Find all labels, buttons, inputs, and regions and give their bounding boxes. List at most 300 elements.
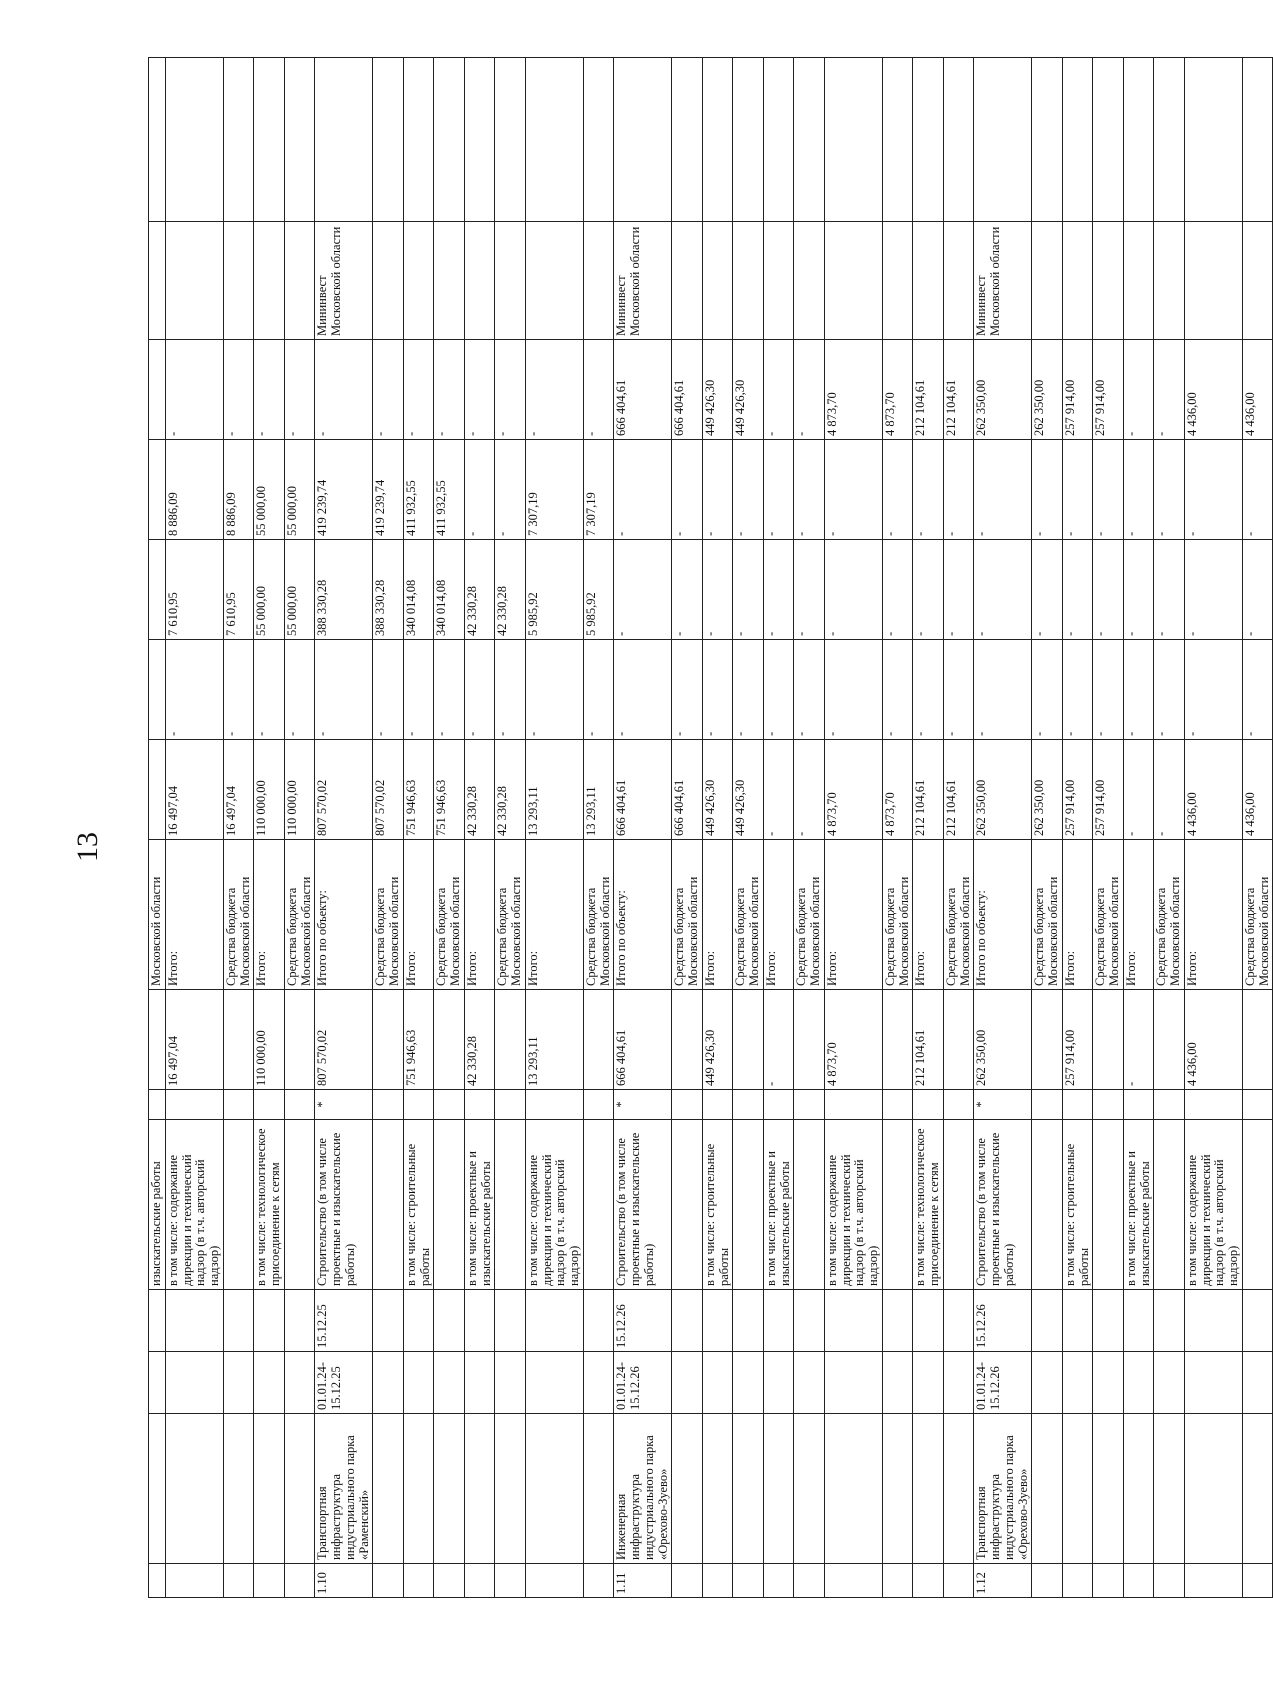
cell-responsible: Мининвест Московской области xyxy=(614,222,672,340)
cell-amount-2023: - xyxy=(1154,640,1185,740)
cell-row-number xyxy=(763,1564,794,1598)
cell-completion-date xyxy=(165,1290,223,1352)
table-row xyxy=(165,58,223,1598)
cell-amount-2024: - xyxy=(913,540,944,640)
cell-marker xyxy=(1062,1090,1093,1120)
cell-row-number xyxy=(495,1564,526,1598)
cell-amount-total: 42 330,28 xyxy=(464,740,495,840)
cell-completion-date xyxy=(373,1290,404,1352)
cell-period xyxy=(1154,1352,1185,1414)
cell-row-number xyxy=(943,1564,974,1598)
cell-amount-2026: - xyxy=(315,340,373,440)
cell-amount-total: 4 873,70 xyxy=(824,740,882,840)
cell-amount-2024: - xyxy=(1184,540,1242,640)
cell-total-cost: 13 293,11 xyxy=(525,990,583,1090)
cell-row-number xyxy=(284,1564,315,1598)
cell-funding-source: Итого: xyxy=(464,840,495,990)
cell-amount-2024: 5 985,92 xyxy=(583,540,614,640)
cell-total-cost: - xyxy=(763,990,794,1090)
cell-amount-total: 807 570,02 xyxy=(373,740,404,840)
cell-amount-2023: - xyxy=(583,640,614,740)
cell-work-type xyxy=(583,1120,614,1290)
cell-responsible xyxy=(733,222,764,340)
cell-amount-2026: - xyxy=(284,340,315,440)
cell-amount-2025: - xyxy=(672,440,703,540)
cell-amount-2023: - xyxy=(794,640,825,740)
cell-amount-2024: - xyxy=(1032,540,1063,640)
cell-completion-date xyxy=(733,1290,764,1352)
cell-responsible xyxy=(464,222,495,340)
cell-work-type xyxy=(495,1120,526,1290)
cell-funding-source: Итого по объекту: xyxy=(974,840,1032,990)
cell-period xyxy=(1123,1352,1154,1414)
cell-total-cost xyxy=(373,990,404,1090)
cell-amount-2026: - xyxy=(464,340,495,440)
cell-amount-2026: 262 350,00 xyxy=(974,340,1032,440)
cell-object-name xyxy=(733,1414,764,1564)
cell-amount-total: 13 293,11 xyxy=(583,740,614,840)
cell-amount-total: 110 000,00 xyxy=(254,740,285,840)
cell-marker xyxy=(1154,1090,1185,1120)
cell-amount-2024: 7 610,95 xyxy=(223,540,254,640)
cell-amount-2024: - xyxy=(763,540,794,640)
cell-period xyxy=(403,1352,434,1414)
cell-amount-2025: - xyxy=(882,440,913,540)
cell-period xyxy=(583,1352,614,1414)
cell-amount-2023: - xyxy=(974,640,1032,740)
cell-work-type: в том числе: проектные и изыскательские работы xyxy=(763,1120,794,1290)
cell-object-name xyxy=(1184,1414,1242,1564)
cell-row-number: 1.11 xyxy=(614,1564,672,1598)
cell-funding-source: Итого: xyxy=(1184,840,1242,990)
cell-period xyxy=(702,1352,733,1414)
cell-completion-date xyxy=(284,1290,315,1352)
cell-marker xyxy=(943,1090,974,1120)
cell-empty xyxy=(165,58,223,222)
cell-object-name: Инженерная инфраструктура индустриального парка «Орехово-Зуево» xyxy=(614,1414,672,1564)
table-row xyxy=(614,58,672,1598)
cell-amount-2024: 42 330,28 xyxy=(495,540,526,640)
cell-empty xyxy=(1032,58,1063,222)
cell-work-type xyxy=(434,1120,465,1290)
cell-amount-2023: - xyxy=(495,640,526,740)
cell-row-number xyxy=(464,1564,495,1598)
cell-funding-source: Средства бюджета Московской области xyxy=(223,840,254,990)
cell-marker xyxy=(495,1090,526,1120)
cell-marker: * xyxy=(614,1090,672,1120)
cell-responsible xyxy=(254,222,285,340)
cell-amount-2023: - xyxy=(373,640,404,740)
cell-amount-2024: - xyxy=(672,540,703,640)
cell-amount-2023: - xyxy=(254,640,285,740)
cell-marker xyxy=(702,1090,733,1120)
cell-work-type xyxy=(373,1120,404,1290)
cell-amount-2024: 340 014,08 xyxy=(403,540,434,640)
cell-marker: * xyxy=(974,1090,1032,1120)
cell-amount-2026: 212 104,61 xyxy=(913,340,944,440)
table-row xyxy=(1184,58,1242,1598)
cell-amount-2025: 419 239,74 xyxy=(373,440,404,540)
cell-amount-2025: 8 886,09 xyxy=(223,440,254,540)
cell-row-number xyxy=(403,1564,434,1598)
cell-amount-2026: - xyxy=(223,340,254,440)
cell-completion-date: 15.12.25 xyxy=(315,1290,373,1352)
cell-period xyxy=(794,1352,825,1414)
cell-amount-2026: - xyxy=(1123,340,1154,440)
cell-responsible xyxy=(763,222,794,340)
cell-amount-total: 751 946,63 xyxy=(434,740,465,840)
cell-total-cost: 42 330,28 xyxy=(464,990,495,1090)
cell-row-number xyxy=(223,1564,254,1598)
cell-amount-2024: - xyxy=(882,540,913,640)
cell-total-cost xyxy=(1154,990,1185,1090)
cell-empty xyxy=(525,58,583,222)
cell-period xyxy=(943,1352,974,1414)
cell-responsible xyxy=(794,222,825,340)
cell-empty xyxy=(373,58,404,222)
cell-amount-2025: - xyxy=(974,440,1032,540)
cell-total-cost: 4 436,00 xyxy=(1184,990,1242,1090)
cell-marker xyxy=(913,1090,944,1120)
cell-amount-2023: - xyxy=(913,640,944,740)
cell-amount-2026: 449 426,30 xyxy=(702,340,733,440)
cell-total-cost xyxy=(1242,990,1273,1090)
cell-period: 01.01.24-15.12.26 xyxy=(614,1352,672,1414)
cell-amount-2025: 411 932,55 xyxy=(434,440,465,540)
cell-row-number xyxy=(672,1564,703,1598)
cell-amount-2026: 4 873,70 xyxy=(882,340,913,440)
cell-row-number xyxy=(373,1564,404,1598)
cell-completion-date xyxy=(254,1290,285,1352)
cell-marker xyxy=(1184,1090,1242,1120)
cell-amount-2026: - xyxy=(583,340,614,440)
cell-amount-2025: 55 000,00 xyxy=(284,440,315,540)
cell-period: 01.01.24-15.12.25 xyxy=(315,1352,373,1414)
cell-amount-2025: - xyxy=(614,440,672,540)
cell-period xyxy=(1093,1352,1124,1414)
cell-amount-2025: - xyxy=(1032,440,1063,540)
cell-completion-date: 15.12.26 xyxy=(974,1290,1032,1352)
cell-marker xyxy=(223,1090,254,1120)
cell-period xyxy=(464,1352,495,1414)
table-row xyxy=(525,58,583,1598)
cell-amount-2026: - xyxy=(1154,340,1185,440)
cell-amount-2026: - xyxy=(434,340,465,440)
cell-amount-total: 13 293,11 xyxy=(525,740,583,840)
cell-marker xyxy=(254,1090,285,1120)
cell-work-type: в том числе: строительные работы xyxy=(1062,1120,1093,1290)
cell-empty xyxy=(943,58,974,222)
cell-empty xyxy=(464,58,495,222)
cell-funding-source: Средства бюджета Московской области xyxy=(284,840,315,990)
cell-empty xyxy=(1184,58,1242,222)
cell-completion-date xyxy=(583,1290,614,1352)
cell-amount-2025: - xyxy=(733,440,764,540)
cell-row-number xyxy=(824,1564,882,1598)
cell-row-number xyxy=(583,1564,614,1598)
cell-amount-2023: - xyxy=(702,640,733,740)
table-body xyxy=(149,58,1273,1598)
cell-marker xyxy=(464,1090,495,1120)
cell-work-type xyxy=(284,1120,315,1290)
cell-period xyxy=(1242,1352,1273,1414)
cell-completion-date xyxy=(223,1290,254,1352)
cell-object-name xyxy=(1093,1414,1124,1564)
cell-marker xyxy=(373,1090,404,1120)
cell-responsible xyxy=(702,222,733,340)
cell-funding-source: Средства бюджета Московской области xyxy=(672,840,703,990)
table-row xyxy=(315,58,373,1598)
cell-total-cost xyxy=(583,990,614,1090)
table-row xyxy=(824,58,882,1598)
top-fragment-source: Московской области xyxy=(149,840,166,990)
cell-period xyxy=(824,1352,882,1414)
cell-object-name xyxy=(882,1414,913,1564)
cell-responsible xyxy=(1184,222,1242,340)
cell-amount-2023: - xyxy=(1093,640,1124,740)
cell-amount-2026: 449 426,30 xyxy=(733,340,764,440)
cell-amount-2025: - xyxy=(702,440,733,540)
cell-amount-total: 16 497,04 xyxy=(165,740,223,840)
cell-row-number xyxy=(1184,1564,1242,1598)
cell-amount-2025: - xyxy=(1184,440,1242,540)
cell-row-number xyxy=(1242,1564,1273,1598)
cell-empty xyxy=(733,58,764,222)
cell-marker xyxy=(1242,1090,1273,1120)
cell-amount-2023: - xyxy=(733,640,764,740)
cell-responsible xyxy=(165,222,223,340)
table-row xyxy=(702,58,733,1598)
rotated-table-container xyxy=(148,58,1271,1598)
cell-object-name xyxy=(763,1414,794,1564)
cell-empty xyxy=(702,58,733,222)
cell-object-name xyxy=(284,1414,315,1564)
cell-amount-2025: - xyxy=(794,440,825,540)
cell-total-cost xyxy=(672,990,703,1090)
cell-responsible xyxy=(284,222,315,340)
cell-total-cost xyxy=(495,990,526,1090)
cell-responsible xyxy=(583,222,614,340)
cell-total-cost: - xyxy=(1123,990,1154,1090)
cell-total-cost: 449 426,30 xyxy=(702,990,733,1090)
cell-amount-2025: - xyxy=(1154,440,1185,540)
cell-row-number xyxy=(733,1564,764,1598)
cell-work-type xyxy=(794,1120,825,1290)
cell-work-type: в том числе: проектные и изыскательские работы xyxy=(1123,1120,1154,1290)
cell-work-type xyxy=(1032,1120,1063,1290)
cell-amount-2023: - xyxy=(614,640,672,740)
cell-completion-date xyxy=(525,1290,583,1352)
cell-amount-2024: 42 330,28 xyxy=(464,540,495,640)
cell-amount-total: - xyxy=(1154,740,1185,840)
cell-amount-2024: - xyxy=(614,540,672,640)
finance-table xyxy=(148,57,1273,1598)
cell-period: 01.01.24-15.12.26 xyxy=(974,1352,1032,1414)
table-row xyxy=(403,58,434,1598)
cell-empty xyxy=(495,58,526,222)
cell-amount-2023: - xyxy=(943,640,974,740)
table-row xyxy=(373,58,404,1598)
cell-marker xyxy=(403,1090,434,1120)
cell-amount-2025: - xyxy=(1123,440,1154,540)
cell-amount-2026: 262 350,00 xyxy=(1032,340,1063,440)
cell-amount-total: 666 404,61 xyxy=(672,740,703,840)
cell-row-number xyxy=(1093,1564,1124,1598)
cell-amount-2024: 388 330,28 xyxy=(315,540,373,640)
cell-amount-2025: - xyxy=(943,440,974,540)
cell-period xyxy=(1032,1352,1063,1414)
cell-object-name xyxy=(913,1414,944,1564)
cell-total-cost: 257 914,00 xyxy=(1062,990,1093,1090)
cell-work-type xyxy=(672,1120,703,1290)
cell-funding-source: Средства бюджета Московской области xyxy=(943,840,974,990)
cell-amount-2026: - xyxy=(165,340,223,440)
cell-completion-date xyxy=(702,1290,733,1352)
cell-empty xyxy=(763,58,794,222)
cell-responsible xyxy=(1123,222,1154,340)
cell-amount-2026: 212 104,61 xyxy=(943,340,974,440)
cell-amount-2025: - xyxy=(913,440,944,540)
cell-row-number xyxy=(525,1564,583,1598)
cell-empty xyxy=(794,58,825,222)
cell-work-type xyxy=(1154,1120,1185,1290)
cell-period xyxy=(733,1352,764,1414)
cell-period xyxy=(1062,1352,1093,1414)
cell-funding-source: Итого: xyxy=(702,840,733,990)
cell-total-cost xyxy=(733,990,764,1090)
cell-total-cost xyxy=(1032,990,1063,1090)
cell-amount-total: 449 426,30 xyxy=(702,740,733,840)
table-row xyxy=(223,58,254,1598)
cell-amount-2025: 55 000,00 xyxy=(254,440,285,540)
cell-responsible xyxy=(1154,222,1185,340)
cell-work-type: в том числе: технологическое присоединение к сетям xyxy=(913,1120,944,1290)
cell-period xyxy=(495,1352,526,1414)
cell-work-type xyxy=(1242,1120,1273,1290)
cell-responsible xyxy=(913,222,944,340)
cell-amount-total: 4 436,00 xyxy=(1242,740,1273,840)
cell-marker xyxy=(794,1090,825,1120)
top-fragment-work: изыскательские работы xyxy=(149,1120,166,1290)
cell-completion-date xyxy=(1062,1290,1093,1352)
cell-amount-total: 807 570,02 xyxy=(315,740,373,840)
cell-total-cost xyxy=(223,990,254,1090)
cell-amount-2023: - xyxy=(434,640,465,740)
cell-marker xyxy=(583,1090,614,1120)
cell-empty xyxy=(315,58,373,222)
cell-object-name xyxy=(943,1414,974,1564)
cell-amount-2024: - xyxy=(1062,540,1093,640)
table-row xyxy=(1062,58,1093,1598)
cell-amount-2023: - xyxy=(824,640,882,740)
cell-amount-total: 212 104,61 xyxy=(943,740,974,840)
cell-amount-2024: - xyxy=(974,540,1032,640)
table-row xyxy=(1032,58,1063,1598)
cell-period xyxy=(882,1352,913,1414)
cell-work-type: Строительство (в том числе проектные и изыскательские работы) xyxy=(614,1120,672,1290)
cell-completion-date xyxy=(763,1290,794,1352)
cell-amount-total: 16 497,04 xyxy=(223,740,254,840)
cell-marker xyxy=(434,1090,465,1120)
cell-period xyxy=(254,1352,285,1414)
cell-total-cost: 666 404,61 xyxy=(614,990,672,1090)
table-row xyxy=(254,58,285,1598)
cell-amount-2025: 8 886,09 xyxy=(165,440,223,540)
cell-row-number xyxy=(1123,1564,1154,1598)
cell-responsible xyxy=(434,222,465,340)
cell-completion-date xyxy=(1032,1290,1063,1352)
cell-funding-source: Средства бюджета Московской области xyxy=(794,840,825,990)
cell-responsible: Мининвест Московской области xyxy=(974,222,1032,340)
cell-period xyxy=(1184,1352,1242,1414)
cell-completion-date xyxy=(403,1290,434,1352)
cell-row-number xyxy=(913,1564,944,1598)
cell-responsible xyxy=(1062,222,1093,340)
cell-amount-total: 4 436,00 xyxy=(1184,740,1242,840)
cell-row-number xyxy=(165,1564,223,1598)
cell-object-name xyxy=(794,1414,825,1564)
cell-total-cost xyxy=(284,990,315,1090)
cell-amount-total: 257 914,00 xyxy=(1062,740,1093,840)
cell-total-cost: 4 873,70 xyxy=(824,990,882,1090)
cell-amount-2025: - xyxy=(1093,440,1124,540)
cell-responsible xyxy=(223,222,254,340)
cell-marker xyxy=(763,1090,794,1120)
cell-amount-total: 257 914,00 xyxy=(1093,740,1124,840)
cell-completion-date xyxy=(1123,1290,1154,1352)
cell-empty xyxy=(614,58,672,222)
cell-amount-2023: - xyxy=(223,640,254,740)
cell-completion-date xyxy=(1093,1290,1124,1352)
cell-total-cost xyxy=(434,990,465,1090)
cell-responsible xyxy=(1032,222,1063,340)
cell-funding-source: Средства бюджета Московской области xyxy=(434,840,465,990)
cell-funding-source: Итого: xyxy=(254,840,285,990)
cell-amount-2025: 7 307,19 xyxy=(583,440,614,540)
cell-completion-date xyxy=(913,1290,944,1352)
cell-amount-total: 42 330,28 xyxy=(495,740,526,840)
cell-work-type xyxy=(1093,1120,1124,1290)
table-row xyxy=(1093,58,1124,1598)
cell-period xyxy=(434,1352,465,1414)
table-row xyxy=(763,58,794,1598)
cell-amount-2023: - xyxy=(882,640,913,740)
cell-amount-2025: - xyxy=(1242,440,1273,540)
cell-marker xyxy=(824,1090,882,1120)
cell-amount-total: 262 350,00 xyxy=(1032,740,1063,840)
cell-funding-source: Итого: xyxy=(525,840,583,990)
cell-empty xyxy=(1123,58,1154,222)
cell-marker xyxy=(882,1090,913,1120)
cell-work-type: в том числе: технологическое присоединение к сетям xyxy=(254,1120,285,1290)
cell-responsible xyxy=(403,222,434,340)
cell-total-cost: 110 000,00 xyxy=(254,990,285,1090)
cell-amount-total: 449 426,30 xyxy=(733,740,764,840)
cell-amount-2023: - xyxy=(1242,640,1273,740)
cell-amount-2024: - xyxy=(794,540,825,640)
cell-amount-2026: 4 873,70 xyxy=(824,340,882,440)
cell-object-name xyxy=(1242,1414,1273,1564)
table-row xyxy=(583,58,614,1598)
cell-funding-source: Средства бюджета Московской области xyxy=(1242,840,1273,990)
table-row xyxy=(913,58,944,1598)
cell-amount-2024: - xyxy=(702,540,733,640)
cell-funding-source: Итого: xyxy=(763,840,794,990)
cell-amount-2026: 4 436,00 xyxy=(1242,340,1273,440)
cell-marker xyxy=(1032,1090,1063,1120)
cell-amount-2024: - xyxy=(733,540,764,640)
cell-total-cost xyxy=(1093,990,1124,1090)
